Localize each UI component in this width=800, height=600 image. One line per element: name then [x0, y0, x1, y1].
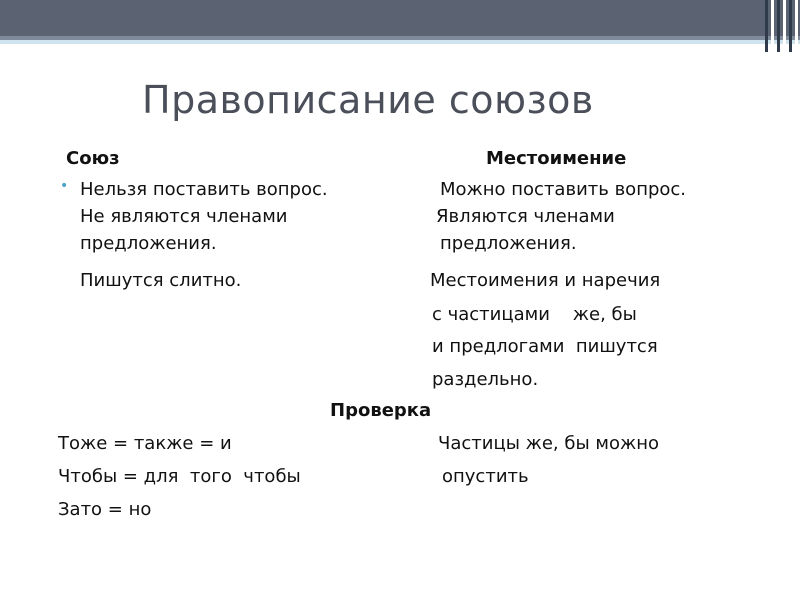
right-line: и предлогами пишутся	[432, 336, 658, 357]
left-line: Нельзя поставить вопрос.	[80, 179, 328, 200]
check-left-line: Чтобы = для того чтобы	[58, 466, 301, 487]
check-left-line: Зато = но	[58, 499, 152, 520]
corner-stripe-pattern	[762, 0, 800, 52]
bullet-icon: •	[60, 178, 69, 194]
right-line: предложения.	[440, 233, 577, 254]
left-line: Не являются членами	[80, 206, 288, 227]
slide-title: Правописание союзов	[142, 78, 594, 122]
slide-header-accent	[0, 40, 800, 44]
right-line: Местоимения и наречия	[430, 270, 661, 291]
check-right-line: Частицы же, бы можно	[438, 433, 659, 454]
left-line: предложения.	[80, 233, 217, 254]
right-line: Можно поставить вопрос.	[440, 179, 687, 200]
right-line: с частицами же, бы	[432, 304, 637, 325]
right-line: Являются членами	[436, 206, 615, 227]
slide-header-bar	[0, 0, 800, 36]
right-line: раздельно.	[432, 369, 539, 390]
left-line: Пишутся слитно.	[80, 270, 242, 291]
left-column-heading: Союз	[66, 148, 120, 169]
check-left-line: Тоже = также = и	[58, 433, 232, 454]
check-heading: Проверка	[330, 400, 432, 421]
right-column-heading: Местоимение	[486, 148, 627, 169]
check-right-line: опустить	[442, 466, 529, 487]
